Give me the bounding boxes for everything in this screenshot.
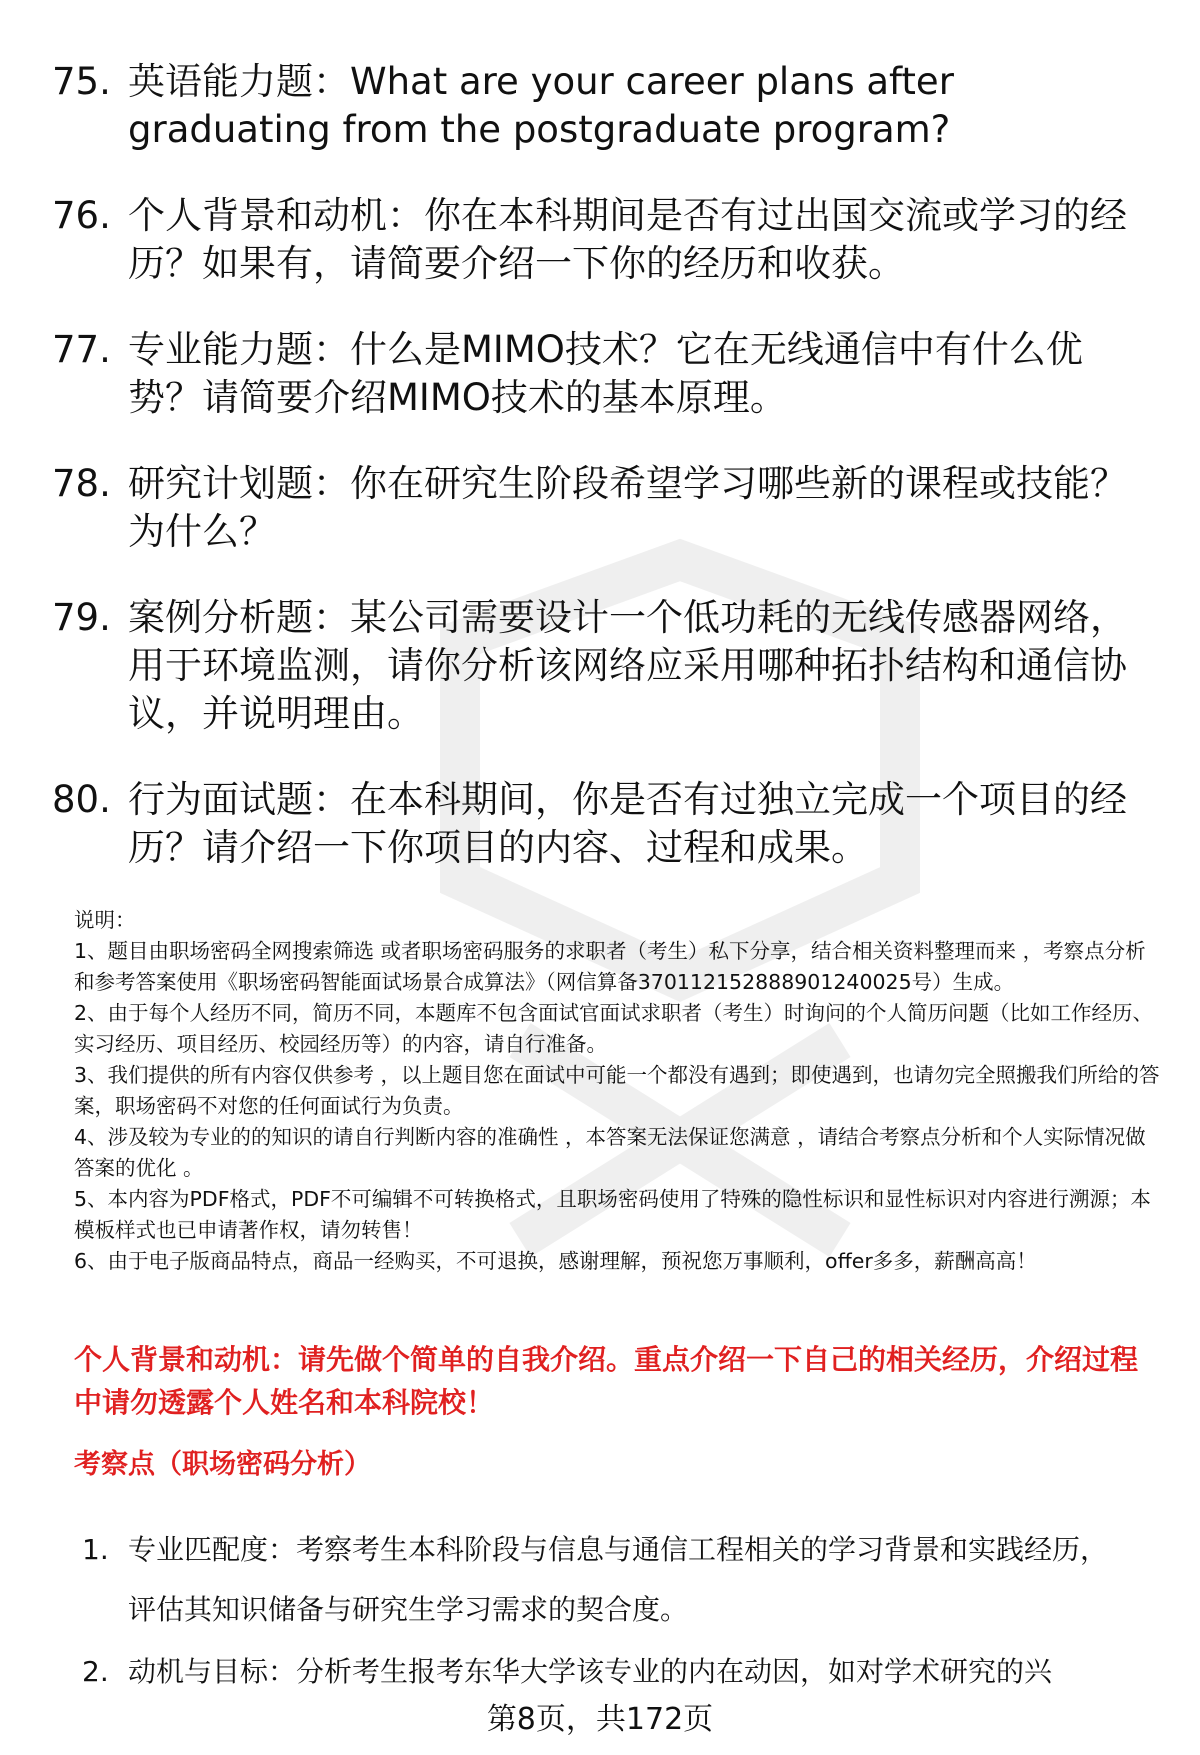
- question-text: 专业能力题：什么是MIMO技术？它在无线通信中有什么优势？请简要介绍MIMO技术的基本原理。: [128, 328, 1083, 419]
- question-text: 研究计划题：你在研究生阶段希望学习哪些新的课程或技能？为什么？: [128, 462, 1127, 553]
- note-item: 2、由于每个人经历不同，简历不同，本题库不包含面试官面试求职者（考生）时询问的个人简历问题（比如工作经历、实习经历、项目经历、校园经历等）的内容，请自行准备。: [74, 1001, 1154, 1056]
- question-item: [52, 460, 1162, 556]
- question-number: 77.: [52, 328, 111, 371]
- question-item: [52, 58, 1162, 154]
- point-text: 动机与目标：分析考生报考东华大学该专业的内在动因，如对学术研究的兴: [128, 1655, 1053, 1688]
- point-text: 专业匹配度：考察考生本科阶段与信息与通信工程相关的学习背景和实践经历，评估其知识储备与研究生学习需求的契合度。: [128, 1533, 1109, 1626]
- highlight-question: 个人背景和动机：请先做个简单的自我介绍。重点介绍一下自己的相关经历，介绍过程中请勿透露个人姓名和本科院校！: [74, 1343, 1139, 1419]
- page-footer: 第8页，共172页: [486, 1702, 714, 1737]
- note-item: 6、由于电子版商品特点，商品一经购买，不可退换，感谢理解，预祝您万事顺利，offer多多，薪酬高高！: [74, 1249, 1037, 1273]
- note-item: 5、本内容为PDF格式，PDF不可编辑不可转换格式，且职场密码使用了特殊的隐性标识和显性标识对内容进行溯源；本模板样式也已申请著作权，请勿转售！: [74, 1187, 1151, 1242]
- point-number: 1.: [82, 1533, 109, 1566]
- question-item: [52, 594, 1162, 738]
- question-number: 75.: [52, 60, 111, 103]
- analysis-title: 考察点（职场密码分析）: [74, 1449, 371, 1480]
- question-list: [52, 58, 1162, 910]
- question-text: 英语能力题：What are your career plans after graduating from the postgraduate program?: [128, 60, 954, 151]
- question-item: [52, 776, 1162, 872]
- point-number: 2.: [82, 1655, 109, 1688]
- analysis-point: [82, 1520, 1172, 1640]
- question-text: 案例分析题：某公司需要设计一个低功耗的无线传感器网络，用于环境监测，请你分析该网络应采用哪种拓扑结构和通信协议，并说明理由。: [128, 596, 1127, 735]
- question-number: 78.: [52, 462, 111, 505]
- question-number: 80.: [52, 778, 111, 821]
- notes-title: 说明：: [74, 908, 136, 932]
- question-number: 79.: [52, 596, 111, 639]
- question-item: [52, 326, 1162, 422]
- question-text: 个人背景和动机：你在本科期间是否有过出国交流或学习的经历？如果有，请简要介绍一下你的经历和收获。: [128, 194, 1127, 285]
- note-item: 1、题目由职场密码全网搜索筛选 或者职场密码服务的求职者（考生）私下分享，结合相关资料整理而来 ，考察点分析和参考答案使用《职场密码智能面试场景合成算法》（网信算备370112152888901240025号）生成。: [74, 939, 1146, 994]
- analysis-point: [82, 1642, 1172, 1702]
- question-number: 76.: [52, 194, 111, 237]
- notes-section: [74, 905, 1164, 1277]
- question-item: [52, 192, 1162, 288]
- question-text: 行为面试题：在本科期间，你是否有过独立完成一个项目的经历？请介绍一下你项目的内容、过程和成果。: [128, 778, 1127, 869]
- analysis-points: [82, 1520, 1172, 1704]
- note-item: 3、我们提供的所有内容仅供参考 ，以上题目您在面试中可能一个都没有遇到；即使遇到，也请勿完全照搬我们所给的答案，职场密码不对您的任何面试行为负责。: [74, 1063, 1160, 1118]
- note-item: 4、涉及较为专业的的知识的请自行判断内容的准确性 ，本答案无法保证您满意 ，请结合考察点分析和个人实际情况做答案的优化 。: [74, 1125, 1146, 1180]
